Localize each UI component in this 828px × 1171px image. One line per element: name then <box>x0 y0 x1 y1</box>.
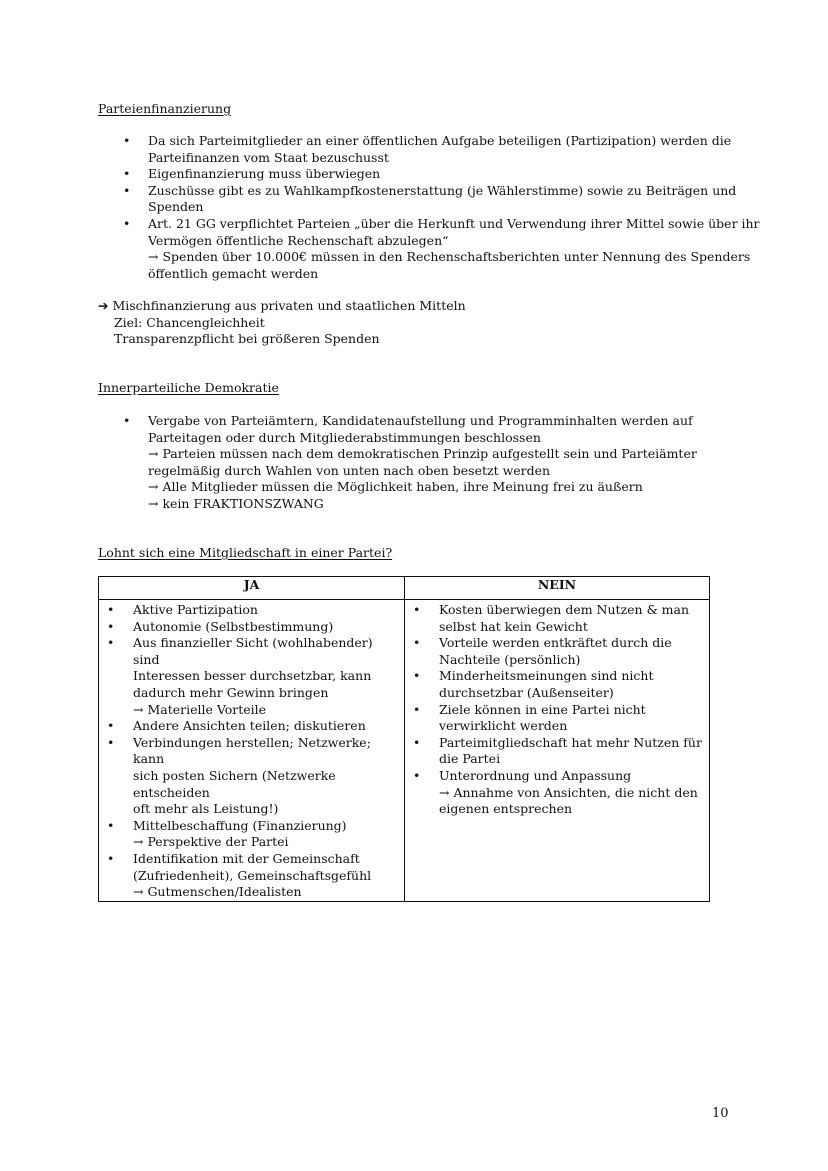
list-item-text: → Parteien müssen nach dem demokratischen Prinzip aufgestellt sein und Parteiämter <box>148 446 697 462</box>
bullet-icon: • <box>413 668 421 684</box>
list-item <box>411 768 705 818</box>
financing-conclusion <box>98 298 466 348</box>
list-item <box>105 619 400 636</box>
list-item-text: Mittelbeschaffung (Finanzierung) <box>133 817 347 833</box>
column-header-nein: NEIN <box>405 577 710 600</box>
list-item-text: → kein FRAKTIONSZWANG <box>148 495 324 511</box>
list-item-text: die Partei <box>439 751 501 767</box>
ja-cell <box>99 600 405 902</box>
bullet-icon: • <box>413 602 421 617</box>
bullet-icon: • <box>107 850 115 866</box>
list-item-text: Identifikation mit der Gemeinschaft <box>133 850 360 866</box>
list-item-text: Unterordnung und Anpassung <box>439 767 632 783</box>
section-heading-mitgliedschaft: Lohnt sich eine Mitgliedschaft in einer Partei? <box>98 545 393 560</box>
list-item-text: Art. 21 GG verpflichtet Parteien „über die Herkunft und Verwendung ihrer Mittel sowie über ihr <box>148 215 760 231</box>
bullet-icon: • <box>107 718 115 734</box>
list-item-text: Ziele können in eine Partei nicht <box>439 701 646 717</box>
list-item <box>122 133 760 166</box>
list-item-text: Aus finanzieller Sicht (wohlhabender) sind <box>133 635 373 667</box>
list-item <box>411 602 705 635</box>
bullet-icon: • <box>123 182 131 198</box>
ja-list <box>105 602 400 901</box>
bullet-icon: • <box>413 734 421 750</box>
conclusion-text: ➔ Mischfinanzierung aus privaten und staatlichen Mitteln <box>98 298 466 313</box>
goal-text: Ziel: Chancengleichheit <box>114 314 265 330</box>
list-item <box>411 702 705 735</box>
list-item-text: Parteimitgliedschaft hat mehr Nutzen für <box>439 734 702 750</box>
transparency-text: Transparenzpflicht bei größeren Spenden <box>114 331 380 347</box>
list-item-text: selbst hat kein Gewicht <box>439 618 588 634</box>
bullet-icon: • <box>107 618 115 634</box>
list-item <box>105 635 400 718</box>
list-item-text: (Zufriedenheit), Gemeinschaftsgefühl <box>133 867 372 883</box>
bullet-icon: • <box>107 734 115 750</box>
list-item-text: regelmäßig durch Wahlen von unten nach oben besetzt werden <box>148 462 551 478</box>
pro-con-table <box>98 576 710 902</box>
list-item-text: → Gutmenschen/Idealisten <box>133 884 302 900</box>
list-item-text: Autonomie (Selbstbestimmung) <box>133 618 334 634</box>
list-item <box>122 166 760 183</box>
list-item-text: Vermögen öffentliche Rechenschaft abzulegen“ <box>148 232 449 248</box>
list-item-text: Interessen besser durchsetzbar, kann <box>133 668 372 684</box>
bullet-icon: • <box>123 133 131 148</box>
list-item <box>105 602 400 619</box>
list-item-text: → Materielle Vorteile <box>133 701 267 717</box>
list-item-text: → Spenden über 10.000€ müssen in den Rechenschaftsberichten unter Nennung des Spenders <box>148 249 751 265</box>
list-item <box>105 718 400 735</box>
list-item <box>411 635 705 668</box>
bullet-icon: • <box>107 817 115 833</box>
list-item-text: oft mehr als Leistung!) <box>133 801 279 817</box>
list-item-text: eigenen entsprechen <box>439 801 573 817</box>
bullet-icon: • <box>413 767 421 783</box>
list-item-text: Eigenfinanzierung muss überwiegen <box>148 166 381 182</box>
bullet-icon: • <box>123 413 131 428</box>
bullet-icon: • <box>123 166 131 182</box>
list-item-text: Andere Ansichten teilen; diskutieren <box>133 718 366 734</box>
list-item <box>411 735 705 768</box>
bullet-icon: • <box>413 635 421 651</box>
list-item <box>105 818 400 851</box>
list-item-text: Zuschüsse gibt es zu Wahlkampfkostenerstattung (je Wählerstimme) sowie zu Beiträgen und <box>148 182 737 198</box>
democracy-bullet-list <box>122 413 697 513</box>
nein-list <box>411 602 705 818</box>
list-item-text: Nachteile (persönlich) <box>439 651 581 667</box>
bullet-icon: • <box>107 602 115 617</box>
list-item-text: Spenden <box>148 199 204 215</box>
list-item-text: dadurch mehr Gewinn bringen <box>133 684 329 700</box>
list-item-text: Parteitagen oder durch Mitgliederabstimmungen beschlossen <box>148 429 541 445</box>
nein-cell <box>405 600 710 902</box>
list-item-text: sich posten Sichern (Netzwerke entscheiden <box>133 767 336 800</box>
list-item-text: Kosten überwiegen dem Nutzen & man <box>439 602 690 617</box>
bullet-icon: • <box>107 635 115 651</box>
list-item <box>105 851 400 901</box>
section-heading-innerparteiliche-demokratie: Innerparteiliche Demokratie <box>98 380 279 395</box>
list-item-text: verwirklicht werden <box>439 718 568 734</box>
list-item <box>122 183 760 216</box>
list-item-text: öffentlich gemacht werden <box>148 265 319 281</box>
list-item-text: Aktive Partizipation <box>133 602 258 617</box>
list-item-text: Vorteile werden entkräftet durch die <box>439 635 672 651</box>
list-item-text: Parteifinanzen vom Staat bezuschusst <box>148 149 389 165</box>
list-item <box>122 413 697 513</box>
list-item-text: → Annahme von Ansichten, die nicht den <box>439 784 698 800</box>
list-item-text: Da sich Parteimitglieder an einer öffentlichen Aufgabe beteiligen (Partizipation) werden die <box>148 133 732 148</box>
bullet-icon: • <box>413 701 421 717</box>
section-heading-parteienfinanzierung: Parteienfinanzierung <box>98 101 232 116</box>
list-item-text: durchsetzbar (Außenseiter) <box>439 684 614 700</box>
list-item-text: Vergabe von Parteiämtern, Kandidatenaufstellung und Programminhalten werden auf <box>148 413 693 428</box>
list-item-text: Verbindungen herstellen; Netzwerke; kann <box>133 734 371 767</box>
list-item <box>105 735 400 818</box>
page-number: 10 <box>712 1106 729 1121</box>
financing-bullet-list <box>122 133 760 282</box>
list-item-text: → Perspektive der Partei <box>133 834 289 850</box>
list-item <box>411 668 705 701</box>
list-item <box>122 216 760 282</box>
list-item-text: Minderheitsmeinungen sind nicht <box>439 668 654 684</box>
column-header-ja: JA <box>99 577 405 600</box>
bullet-icon: • <box>123 215 131 231</box>
list-item-text: → Alle Mitglieder müssen die Möglichkeit haben, ihre Meinung frei zu äußern <box>148 479 643 495</box>
